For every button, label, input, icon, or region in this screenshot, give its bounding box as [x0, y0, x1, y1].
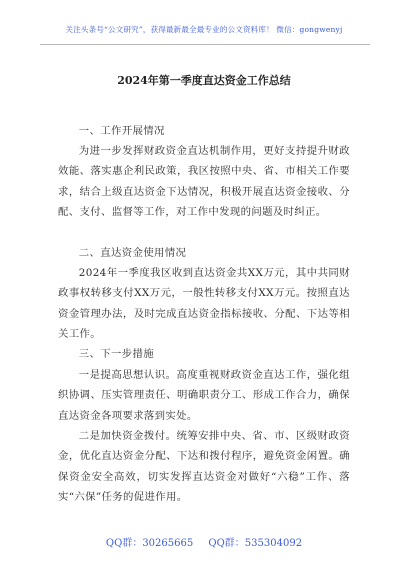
section-3-paragraph-2: 二是加快资金拨付。统筹安排中央、省、市、区级财政资金，优化直达资金分配、下达和拨付程序，避免资金闲置。确保资金安全高效，切实发挥直达资金对做好“六稳”工作、落实“六保”任务的促进作用。: [58, 430, 350, 503]
section-heading-2: 二、直达资金使用情况: [78, 247, 187, 259]
section-heading-3: 三、下一步措施: [78, 348, 154, 360]
footer-qq-group-1: QQ群：30265665: [105, 538, 194, 549]
promo-banner: 关注头条号“公文研究”，获得最新最全最专业的公文资料库！ 微信：gongwenyj: [65, 25, 343, 34]
header-divider: [40, 44, 370, 45]
footer-qq-group-2: QQ群：535304092: [208, 538, 303, 549]
section-1-paragraph-1: 为进一步发挥财政资金直达机制作用，更好支持提升财政效能、落实惠企利民政策，我区按照中央、省、市相关工作要求，结合上级直达资金下达情况，积极开展直达资金接收、分配、支付、监督等工作，对工作中发现的问题及时纠正。: [58, 145, 350, 218]
section-3-paragraph-1: 一是提高思想认识。高度重视财政资金直达工作，强化组织协调、压实管理责任、明确职责分工、形成工作合力，确保直达资金各项要求落到实处。: [58, 369, 350, 422]
document-title: 2024年第一季度直达资金工作总结: [117, 74, 291, 87]
section-2-paragraph-1: 2024年一季度我区收到直达资金共XX万元，其中共同财政事权转移支付XX万元，一般性转移支付XX万元。按照直达资金管理办法，及时完成直达资金指标接收、分配、下达等相关工作。: [58, 267, 350, 340]
footer-contact: [0, 534, 408, 549]
section-heading-1: 一、工作开展情况: [78, 125, 165, 137]
